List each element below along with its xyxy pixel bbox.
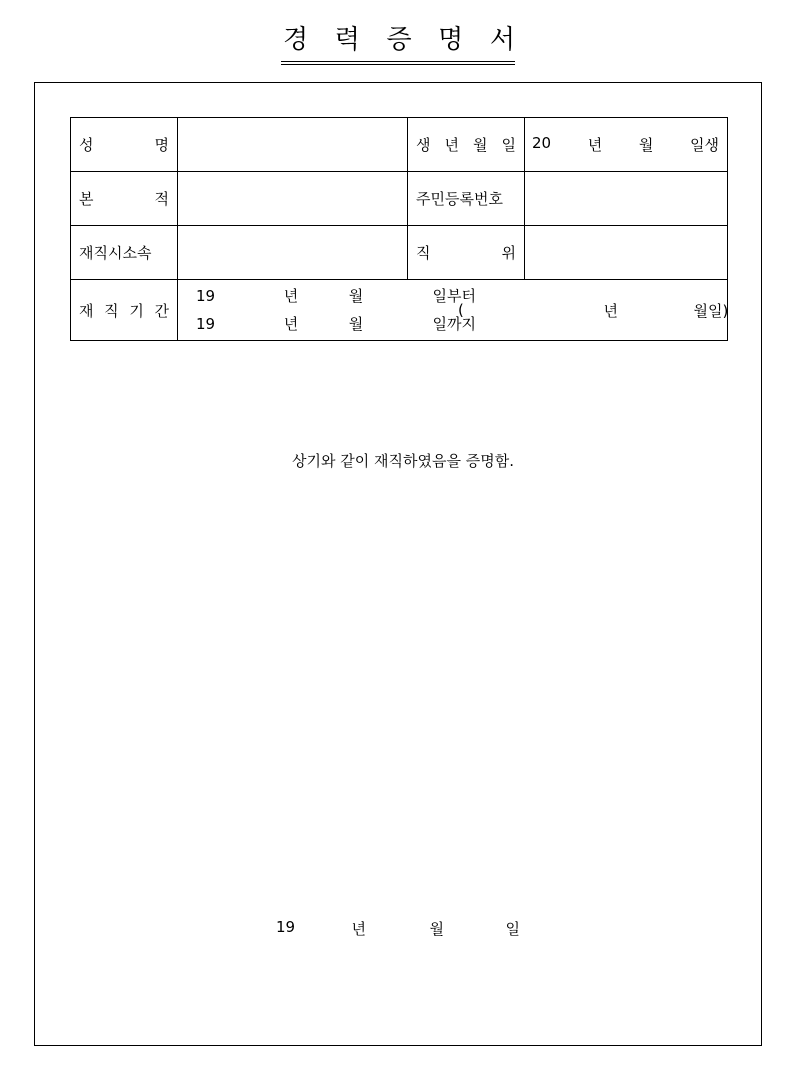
table-row: [71, 118, 728, 172]
end-year-prefix: 19: [196, 315, 216, 333]
employment-period-label: [71, 280, 178, 341]
birth-year-unit: 년: [587, 136, 603, 154]
title-underline-top: [281, 61, 515, 62]
document-title: [283, 20, 515, 60]
label-char: 본: [79, 190, 94, 208]
period-duration: [458, 300, 736, 321]
label-char: 일: [501, 136, 516, 154]
origin-field[interactable]: [178, 172, 408, 226]
department-label: [71, 226, 178, 280]
employment-period-field[interactable]: [178, 280, 728, 341]
end-month-unit: 월: [348, 315, 364, 333]
label-char: 성: [79, 136, 94, 154]
origin-label: [71, 172, 178, 226]
birth-date-field[interactable]: [525, 118, 728, 172]
title-char: 증: [386, 25, 412, 55]
table-row: [71, 280, 728, 341]
label-char: 기: [129, 301, 144, 320]
end-year-unit: 년: [283, 315, 299, 333]
resident-number-field[interactable]: [525, 172, 728, 226]
period-end: [196, 310, 476, 338]
label-char: 직: [104, 301, 119, 320]
period-start: [196, 282, 476, 310]
label-text: 주민등록번호: [416, 190, 503, 208]
label-text: 재직시소속: [79, 244, 152, 262]
issue-year-unit: 년: [351, 920, 366, 938]
title-char: 경: [283, 25, 309, 55]
title-underline-bottom: [281, 64, 515, 65]
end-day-unit: 일까지: [432, 315, 476, 333]
birth-day-unit: 일생: [690, 136, 719, 154]
birth-year-prefix: 20: [532, 134, 552, 152]
issue-year-prefix: 19: [276, 918, 296, 936]
label-char: 년: [444, 136, 459, 154]
duration-open-paren: (: [458, 301, 464, 319]
start-month-unit: 월: [348, 287, 364, 305]
position-field[interactable]: [525, 226, 728, 280]
label-char: 간: [154, 301, 169, 320]
table-row: [71, 172, 728, 226]
name-label: [71, 118, 178, 172]
duration-month-unit: 월: [693, 301, 708, 320]
duration-year-unit: 년: [603, 301, 618, 320]
label-char: 생: [416, 136, 431, 154]
start-year-unit: 년: [283, 287, 299, 305]
label-char: 위: [501, 244, 516, 262]
issue-date[interactable]: [276, 918, 520, 939]
career-info-table: [70, 117, 728, 341]
start-day-unit: 일부터: [432, 287, 476, 305]
title-char: 명: [438, 25, 464, 55]
period-range: [178, 282, 476, 338]
department-field[interactable]: [178, 226, 408, 280]
certification-statement: 상기와 같이 재직하였음을 증명함.: [292, 452, 514, 470]
birth-date-label: [408, 118, 525, 172]
title-char: 력: [334, 25, 360, 55]
resident-number-label: [408, 172, 525, 226]
label-char: 재: [79, 301, 94, 320]
label-char: 적: [154, 190, 169, 208]
title-char: 서: [489, 25, 515, 55]
birth-month-unit: 월: [638, 136, 654, 154]
table-row: [71, 226, 728, 280]
issue-day-unit: 일: [505, 920, 520, 938]
label-char: 명: [154, 136, 169, 154]
label-char: 월: [473, 136, 488, 154]
issue-month-unit: 월: [429, 920, 444, 938]
duration-day-unit: 일): [708, 301, 729, 320]
position-label: [408, 226, 525, 280]
label-char: 직: [416, 244, 431, 262]
name-field[interactable]: [178, 118, 408, 172]
start-year-prefix: 19: [196, 287, 216, 305]
